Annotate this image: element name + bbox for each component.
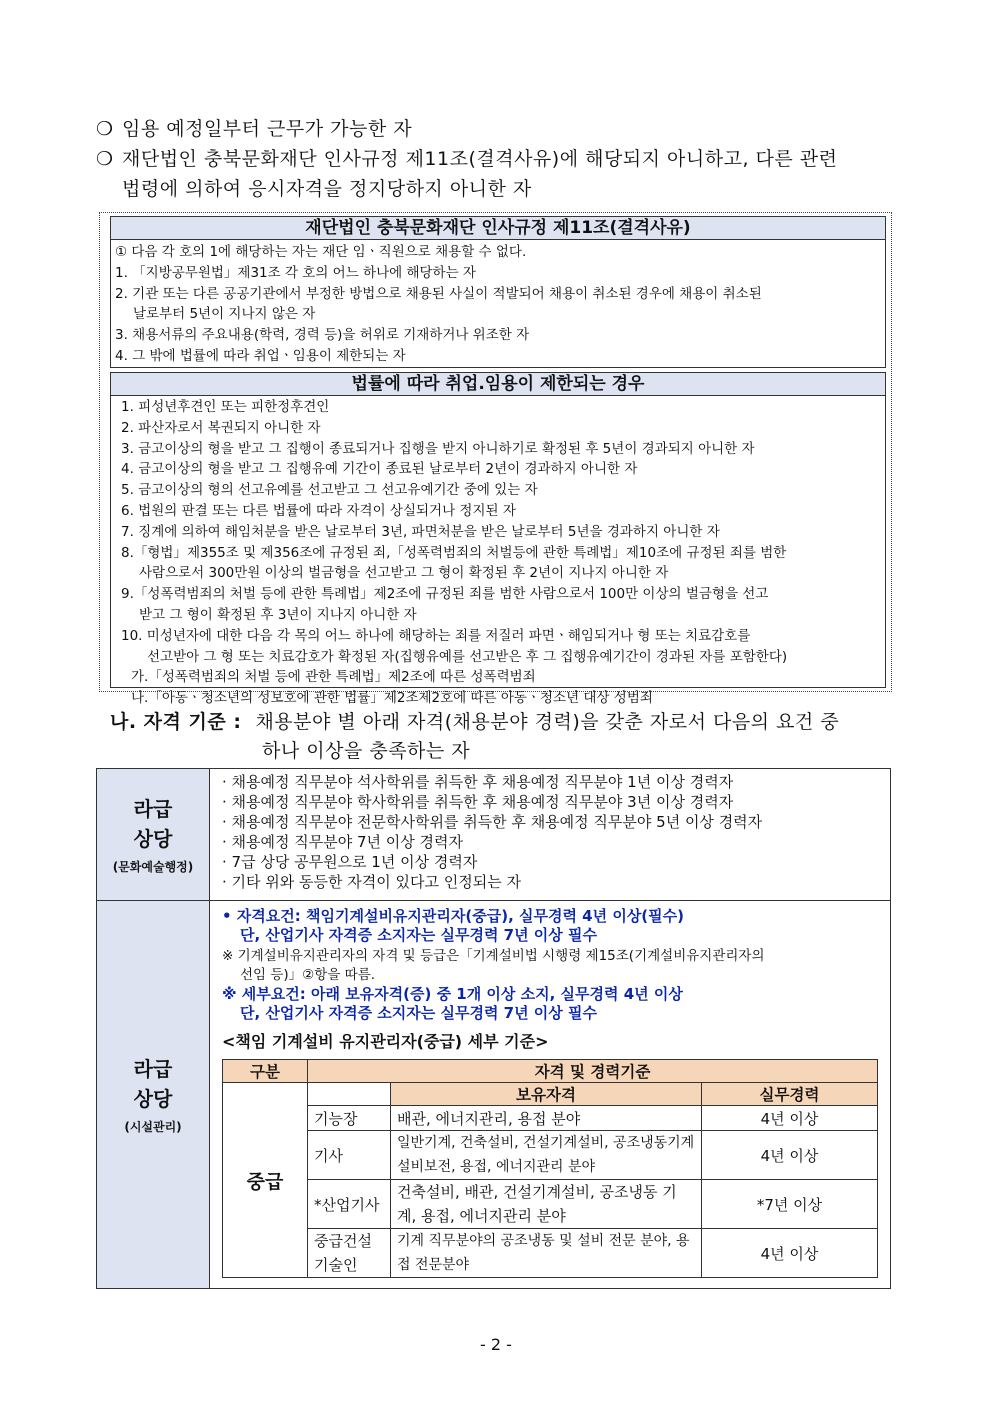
restriction-body: 1. 피성년후견인 또는 피한정후견인 2. 파산자로서 복권되지 아니한 자 3. 금고이상의 형을 받고 그 집행이 종료되거나 집행을 받지 아니하기로 확정된 후 5년이 경과되지 아니한 자 4. 금고이상의 형을 받고 그 집행유예 기간이 종료된 날로부터 2년이 경과하지 아니한 자 5. 금고이상의 형의 선고유예를 선고받고 그 선고유예기간 중에 있는 자 6. 법원의 판결 또는 다른 법률에 따라 자격이 상실되거나 정지된 자 7. 징계에 의하여 해임처분을 받은 날로부터 3년, 파면처분을 받은 날로부터 5년을 경과하지 아니한 자 8.「형법」제355조 및 제356조에 규정된 죄,「성폭력범죄의 처벌등에 관한 특례법」제10조에 규정된 죄를 범한 사람으로서 300만원 이상의 벌금형을 선고받고 그 형이 확정된 후 2년이 지나지 아니한 자 9.「성폭력범죄의 처벌 등에 관한 특례법」제2조에 규정된 죄를 범한 사람으로서 100만 이상의 벌금형을 선고 받고 그 형이 확정된 후 3년이 지나지 아니한 자 10. 미성년자에 대한 다음 각 목의 어느 하나에 해당하는 죄를 저질러 파면ㆍ해임되거나 형 또는 치료감호를 선고받아 그 형 또는 치료감호가 확정된 자(집행유예를 선고받은 후 그 집행유예기간이 경과된 자를 포함한다) 가.「성폭력범죄의 처벌 등에 관한 특례법」제2조에 따른 성폭력범죄 나.「아동ㆍ청소년의 성보호에 관한 법률」제2조제2호에 따른 아동ㆍ청소년 대상 성범죄 xyxy=(121,399,788,707)
bullet-disqualification-cont: 법령에 의하여 응시자격을 정지당하지 아니한 자 xyxy=(122,178,532,200)
facility-requirements: • 자격요건: 책임기계설비유지관리자(중급), 실무경력 4년 이상(필수) 단, 산업기사 자격증 소지자는 실무경력 7년 이상 필수 ※ 기계설비유지관리자의 자격 및 등급은「기계설비법 시행령 제15조(기계설비유지관리자의 선임 등)」②항을 따름. ※ 세부요건: 아래 보유자격(증) 중 1개 이상 소지, 실무경력 4년 이상 단, 산업기사 자격증 소지자는 실무경력 7년 이상 필수 <책임 기계설비 유지관리자(중급) 세부 기준> 구분 자격 및 경력기준 중급 보유자격 실무경력 기능장 배관, 에너지관리, 용접 분야 4년 이상 기사 일반기계, 건축설비, 건설기계설비, 공조냉동기계 설비보전, 용접, 에너지관리 분야 4년 이상 *산업기사 건축설비, 배관, 건설기계설비, 공조냉동 기계, 용접, 에너지관리 분야 *7년 이상 중급건설 기술인 기계 직무분야의 공조냉동 및 설비 전문 분야, 용접 전문분야 4년 이상 xyxy=(210,901,890,1288)
page-number: - 2 - xyxy=(480,1335,512,1354)
table-row xyxy=(97,901,890,1288)
table-row xyxy=(97,769,890,901)
criteria-heading: 나. 자격 기준 : 채용분야 별 아래 자격(채용분야 경력)을 갖춘 자로서 다음의 요건 중 xyxy=(110,711,840,733)
grade-label: 라급 상당 (문화예술행정) xyxy=(97,769,210,900)
requirements-table xyxy=(96,768,891,1289)
regulation-body: ① 다음 각 호의 1에 해당하는 자는 재단 임ㆍ직원으로 채용할 수 없다. 1. 「지방공무원법」제31조 각 호의 어느 하나에 해당하는 자 2. 기관 또는 다른 공공기관에서 부정한 방법으로 채용된 사실이 적발되어 채용이 취소된 경우에 채용이 취소된 날로부터 5년이 지나지 않은 자 3. 채용서류의 주요내용(학력, 경력 등)을 허위로 기재하거나 위조한 자 4. 그 밖에 법률에 따라 취업ㆍ임용이 제한되는 자 xyxy=(115,244,762,364)
requirement-list: · 채용예정 직무분야 석사학위를 취득한 후 채용예정 직무분야 1년 이상 경력자 · 채용예정 직무분야 학사학위를 취득한 후 채용예정 직무분야 3년 이상 경력자 · 채용예정 직무분야 전문학사학위를 취득한 후 채용예정 직무분야 5년 이상 경력자 · 채용예정 직무분야 7년 이상 경력자 · 7급 상당 공무원으로 1년 이상 경력자 · 기타 위와 동등한 자격이 있다고 인정되는 자 xyxy=(222,773,763,891)
grade-label: 라급 상당 (시설관리) xyxy=(97,901,210,1288)
detail-criteria-table: 구분 자격 및 경력기준 중급 보유자격 실무경력 기능장 배관, 에너지관리, 용접 분야 4년 이상 기사 일반기계, 건축설비, 건설기계설비, 공조냉동기계 설비보전, 용접, 에너지관리 분야 4년 이상 *산업기사 건축설비, 배관, 건설기계설비, 공조냉동 기계, 용접, 에너지관리 분야 *7년 이상 중급건설 기술인 기계 직무분야의 공조냉동 및 설비 전문 분야, 용접 전문분야 4년 이상 xyxy=(222,1059,878,1278)
restriction-box xyxy=(110,372,886,707)
regulation-box xyxy=(110,216,886,368)
regulation-title: 재단법인 충북문화재단 인사규정 제11조(결격사유) xyxy=(111,217,885,240)
criteria-line2: 하나 이상을 충족하는 자 xyxy=(262,740,471,762)
circle-bullet-icon: ❍ xyxy=(96,118,114,140)
circle-bullet-icon: ❍ xyxy=(96,148,114,170)
bullet-availability: ❍ 임용 예정일부터 근무가 가능한 자 xyxy=(96,114,412,144)
bullet-disqualification: ❍ 재단법인 충북문화재단 인사규정 제11조(결격사유)에 해당되지 아니하고, 다른 관련 xyxy=(96,144,838,174)
restriction-title: 법률에 따라 취업.임용이 제한되는 경우 xyxy=(111,373,885,396)
